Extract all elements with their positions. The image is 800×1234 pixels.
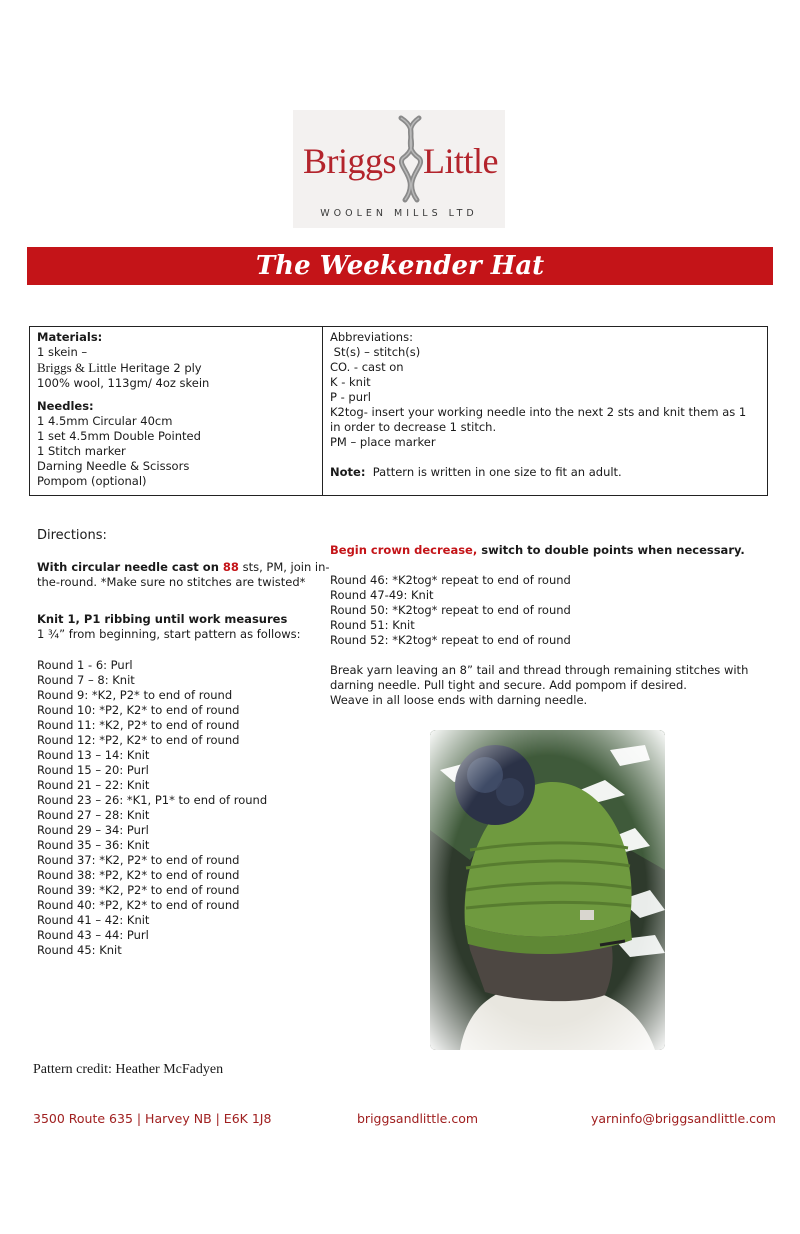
brand-logo bbox=[293, 110, 505, 228]
finish-line: darning needle. Pull tight and secure. Add pompom if desired. bbox=[330, 678, 687, 692]
crown-column bbox=[330, 543, 770, 708]
round-line: Round 41 – 42: Knit bbox=[37, 913, 150, 927]
ribbing-line: Knit 1, P1 ribbing until work measures bbox=[37, 612, 288, 626]
needles-heading: Needles: bbox=[37, 399, 94, 413]
directions-column bbox=[37, 560, 330, 958]
round-line: Round 7 – 8: Knit bbox=[37, 673, 135, 687]
ribbing-line: 1 ¾” from beginning, start pattern as follows: bbox=[37, 627, 301, 641]
page-title: The Weekender Hat bbox=[255, 251, 545, 281]
round-line: Round 1 - 6: Purl bbox=[37, 658, 133, 672]
abbreviation-item: St(s) – stitch(s) bbox=[330, 345, 421, 359]
abbreviation-item: in order to decrease 1 stitch. bbox=[330, 420, 497, 434]
crown-heading-red: Begin crown decrease, bbox=[330, 543, 478, 557]
cast-on-prefix: With circular needle cast on bbox=[37, 560, 223, 574]
hat-photo bbox=[430, 730, 665, 1050]
round-line: Round 39: *K2, P2* to end of round bbox=[37, 883, 240, 897]
round-line: Round 38: *P2, K2* to end of round bbox=[37, 868, 240, 882]
materials-line: 100% wool, 113gm/ 4oz skein bbox=[37, 376, 210, 390]
round-line: Round 43 – 44: Purl bbox=[37, 928, 149, 942]
logo-tagline: WOOLEN MILLS LTD bbox=[320, 208, 478, 219]
needle-item: 1 Stitch marker bbox=[37, 444, 126, 458]
note-label: Note: bbox=[330, 465, 366, 479]
abbreviations-column bbox=[330, 330, 765, 480]
abbreviations-heading: Abbreviations: bbox=[330, 330, 413, 344]
note-text: Pattern is written in one size to fit an adult. bbox=[365, 465, 622, 479]
round-line: Round 29 – 34: Purl bbox=[37, 823, 149, 837]
needle-item: 1 set 4.5mm Double Pointed bbox=[37, 429, 201, 443]
finish-line: Break yarn leaving an 8” tail and thread through remaining stitches with bbox=[330, 663, 749, 677]
logo-brand-right: Little bbox=[423, 141, 498, 181]
title-banner bbox=[27, 247, 773, 285]
round-line: Round 15 – 20: Purl bbox=[37, 763, 149, 777]
round-line: Round 40: *P2, K2* to end of round bbox=[37, 898, 240, 912]
round-line: Round 12: *P2, K2* to end of round bbox=[37, 733, 240, 747]
round-line: Round 13 – 14: Knit bbox=[37, 748, 150, 762]
crown-round-line: Round 52: *K2tog* repeat to end of round bbox=[330, 633, 571, 647]
round-line: Round 9: *K2, P2* to end of round bbox=[37, 688, 233, 702]
footer-website-link[interactable]: briggsandlittle.com bbox=[357, 1111, 479, 1126]
abbreviation-item: PM – place marker bbox=[330, 435, 436, 449]
materials-line: 1 skein – bbox=[37, 345, 88, 359]
materials-yarn: Heritage 2 ply bbox=[120, 361, 202, 375]
pattern-credit: Pattern credit: Heather McFadyen bbox=[33, 1062, 224, 1077]
cast-on-line2: the-round. *Make sure no stitches are twisted* bbox=[37, 575, 306, 589]
finish-line: Weave in all loose ends with darning needle. bbox=[330, 693, 588, 707]
round-line: Round 21 – 22: Knit bbox=[37, 778, 150, 792]
cast-on-suffix: sts, PM, join in- bbox=[238, 560, 330, 574]
crown-round-line: Round 50: *K2tog* repeat to end of round bbox=[330, 603, 571, 617]
needle-item: Pompom (optional) bbox=[37, 474, 147, 488]
directions-heading: Directions: bbox=[37, 528, 107, 543]
materials-heading: Materials: bbox=[37, 330, 103, 344]
round-line: Round 10: *P2, K2* to end of round bbox=[37, 703, 240, 717]
abbreviation-item: K - knit bbox=[330, 375, 371, 389]
materials-column bbox=[37, 330, 209, 489]
round-line: Round 23 – 26: *K1, P1* to end of round bbox=[37, 793, 268, 807]
abbreviation-item: K2tog- insert your working needle into the next 2 sts and knit them as 1 bbox=[330, 405, 747, 419]
round-line: Round 27 – 28: Knit bbox=[37, 808, 150, 822]
footer-address: 3500 Route 635 | Harvey NB | E6K 1J8 bbox=[33, 1111, 272, 1126]
crown-round-line: Round 51: Knit bbox=[330, 618, 415, 632]
materials-divider bbox=[322, 326, 323, 496]
crown-round-line: Round 46: *K2tog* repeat to end of round bbox=[330, 573, 571, 587]
cast-on-count: 88 bbox=[222, 560, 239, 574]
round-line: Round 37: *K2, P2* to end of round bbox=[37, 853, 240, 867]
footer-email-link[interactable]: yarninfo@briggsandlittle.com bbox=[591, 1111, 776, 1126]
round-line: Round 35 – 36: Knit bbox=[37, 838, 150, 852]
crown-round-line: Round 47-49: Knit bbox=[330, 588, 434, 602]
abbreviation-item: P - purl bbox=[330, 390, 371, 404]
crown-heading-rest: switch to double points when necessary. bbox=[477, 543, 745, 557]
logo-brand-left: Briggs bbox=[303, 141, 397, 181]
abbreviation-item: CO. - cast on bbox=[330, 360, 404, 374]
needle-item: Darning Needle & Scissors bbox=[37, 459, 190, 473]
round-line: Round 45: Knit bbox=[37, 943, 122, 957]
materials-brand: Briggs & Little bbox=[37, 360, 117, 375]
needle-item: 1 4.5mm Circular 40cm bbox=[37, 414, 173, 428]
round-line: Round 11: *K2, P2* to end of round bbox=[37, 718, 240, 732]
